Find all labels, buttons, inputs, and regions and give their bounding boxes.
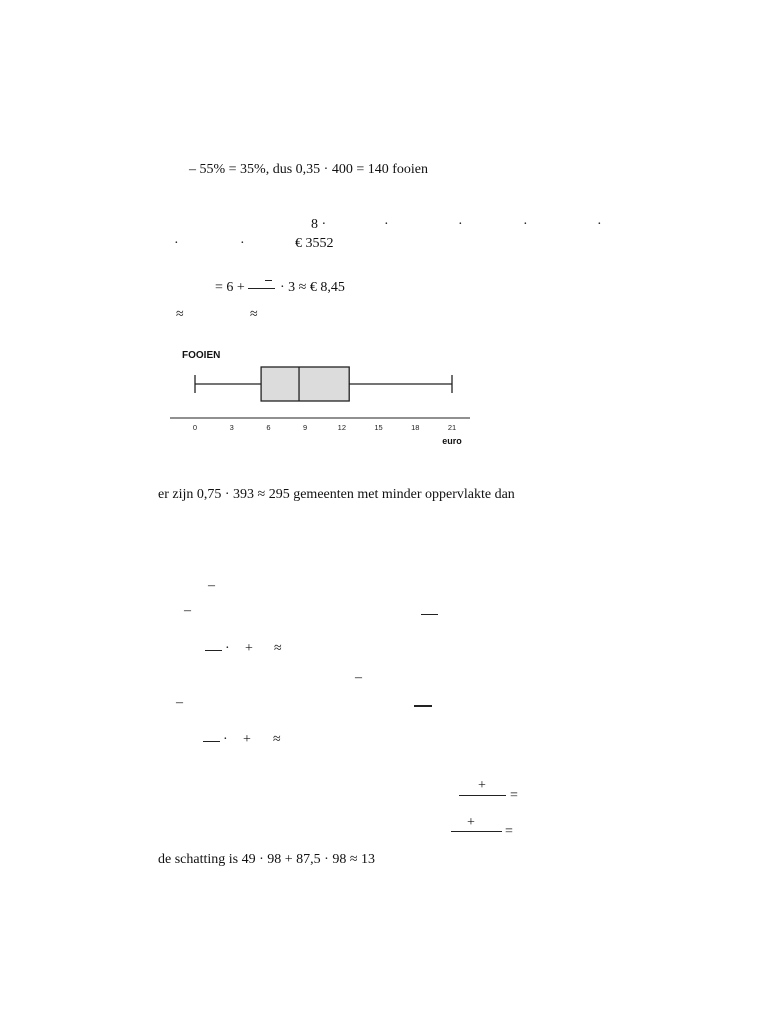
fraction-bar-2 [205,650,222,651]
equals-sign-2: = [505,824,513,839]
plus-sign-2: + [243,732,251,747]
tick-label-12: 12 [337,423,347,432]
dot-7: · [225,641,230,656]
tick-label-21: 21 [447,423,457,432]
plus-sign-4: + [467,815,475,830]
approx-sign-2: ≈ [250,307,258,322]
x-axis-label: euro [442,436,462,446]
text-line-fooien: – 55% = 35%, dus 0,35 · 400 = 140 fooien [189,162,428,177]
dot-5: · [174,236,179,251]
tick-labels [193,423,456,432]
text-fragment-8: 8 · [311,217,327,232]
chart-title: FOOIEN [182,350,221,361]
tick-label-3: 3 [229,423,234,432]
approx-sign-3: ≈ [274,641,282,656]
text-formula-end: · 3 ≈ € 8,45 [280,280,345,295]
fooien-boxplot [160,340,490,460]
fraction-bar-3 [414,705,432,707]
fraction-bar [248,288,275,289]
equals-sign-1: = [510,788,518,803]
minus-sign-2: – [184,603,191,618]
dot-1: · [384,217,389,232]
minus-sign-1: – [208,578,215,593]
tick-label-6: 6 [266,423,271,432]
dot-8: · [223,732,228,747]
approx-sign-1: ≈ [176,307,184,322]
dot-6: · [240,236,245,251]
tick-label-15: 15 [374,423,383,432]
dot-4: · [597,217,602,232]
fraction-bar-6 [451,831,502,832]
dot-3: · [523,217,528,232]
plus-sign-1: + [245,641,253,656]
fraction-bar-5 [459,795,506,796]
tick-label-0: 0 [192,423,198,432]
tick-label-18: 18 [411,423,420,432]
text-formula-start: = 6 + [215,280,245,295]
dot-2: · [458,217,463,232]
text-line-schatting: de schatting is 49 · 98 + 87,5 · 98 ≈ 13 [158,852,375,867]
minus-sign-3: – [355,670,362,685]
fraction-bar-1 [421,614,438,615]
minus-sign-4: – [176,695,183,710]
text-euro-3552: € 3552 [295,236,334,251]
iqr-box [261,367,349,401]
plus-sign-3: + [478,778,486,793]
fraction-bar-4 [203,741,220,742]
tick-label-9: 9 [303,423,308,432]
approx-sign-4: ≈ [273,732,281,747]
overline-mark [265,280,272,281]
text-line-gemeenten: er zijn 0,75 · 393 ≈ 295 gemeenten met minder oppervlakte dan [158,487,515,502]
